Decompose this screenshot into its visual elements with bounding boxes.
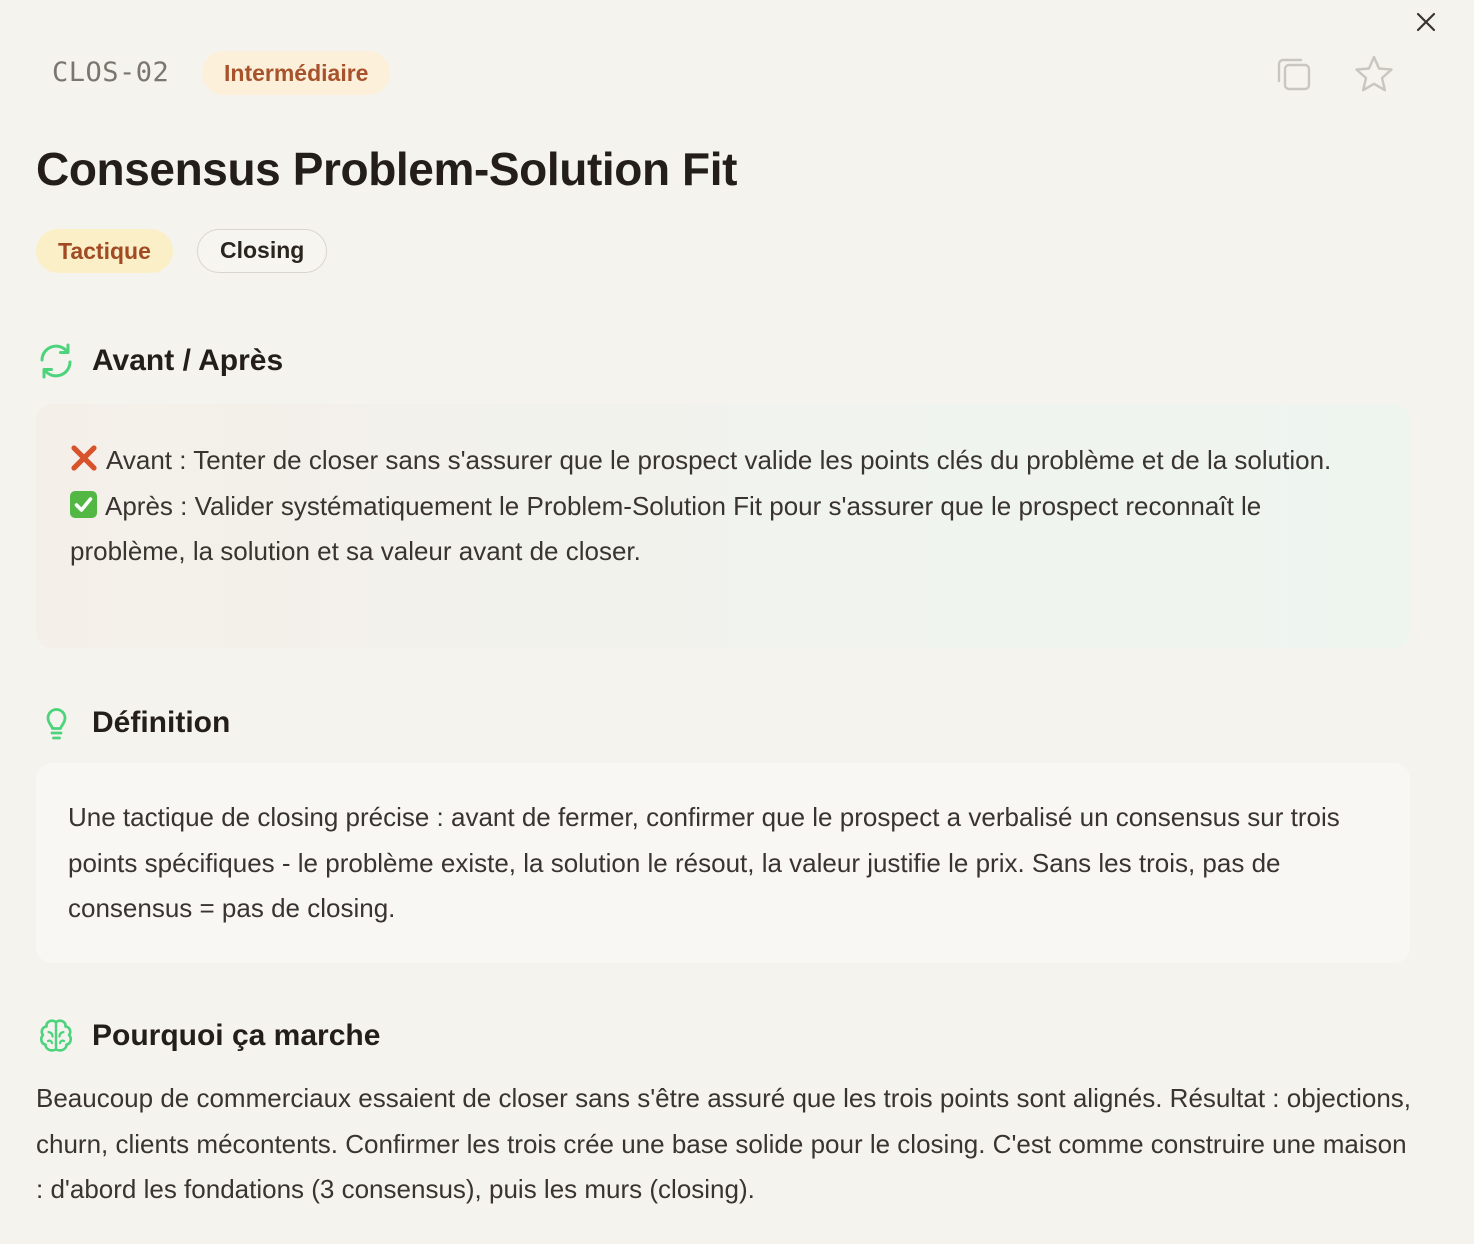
avant-text: Avant : Tenter de closer sans s'assurer que le prospect valide les points clés du problème et de la solution.: [106, 445, 1332, 475]
level-badge: Intermédiaire: [202, 51, 390, 95]
avant-apres-card: [36, 404, 1410, 648]
section-header-pourquoi: [36, 1016, 380, 1056]
favorite-button[interactable]: [1352, 52, 1396, 96]
apres-row: [70, 484, 1376, 575]
section-title-avant-apres: Avant / Après: [92, 344, 284, 377]
cross-mark-icon: [70, 441, 98, 469]
lightbulb-icon: [36, 703, 76, 743]
close-button[interactable]: [1410, 6, 1442, 38]
definition-text: Une tactique de closing précise : avant de fermer, confirmer que le prospect a verbalisé un consensus sur trois points spécifiques - le problème existe, la solution le résout, la valeur justifie le prix. Sans les trois, pas de consensus = pas de closing.: [68, 802, 1340, 923]
section-title-definition: Définition: [92, 706, 231, 739]
tag-tactique: Tactique: [36, 229, 173, 273]
avant-row: [70, 438, 1376, 484]
pourquoi-text: Beaucoup de commerciaux essaient de closer sans s'être assuré que les trois points sont alignés. Résultat : objections, churn, clients mécontents. Confirmer les trois crée une base solide pour le closing. C'est comme construire une maison : d'abord les fondations (3 consensus), puis les murs (closing).: [36, 1083, 1412, 1204]
page-title: Consensus Problem-Solution Fit: [36, 143, 738, 195]
definition-card: [36, 763, 1410, 963]
check-mark-icon: [70, 487, 97, 514]
section-title-pourquoi: Pourquoi ça marche: [92, 1019, 381, 1052]
copy-icon: [1274, 54, 1314, 94]
star-icon: [1353, 53, 1395, 95]
section-header-definition: [36, 703, 230, 743]
card-code: CLOS-02: [52, 57, 170, 88]
tag-closing: Closing: [197, 229, 327, 273]
close-icon: [1414, 10, 1438, 34]
apres-text: Après : Valider systématiquement le Problem-Solution Fit pour s'assurer que le prospect reconnaît le problème, la solution et sa valeur avant de closer.: [70, 490, 1262, 566]
copy-button[interactable]: [1272, 52, 1316, 96]
refresh-icon: [36, 341, 76, 381]
brain-icon: [36, 1016, 76, 1056]
section-header-avant-apres: [36, 341, 283, 381]
